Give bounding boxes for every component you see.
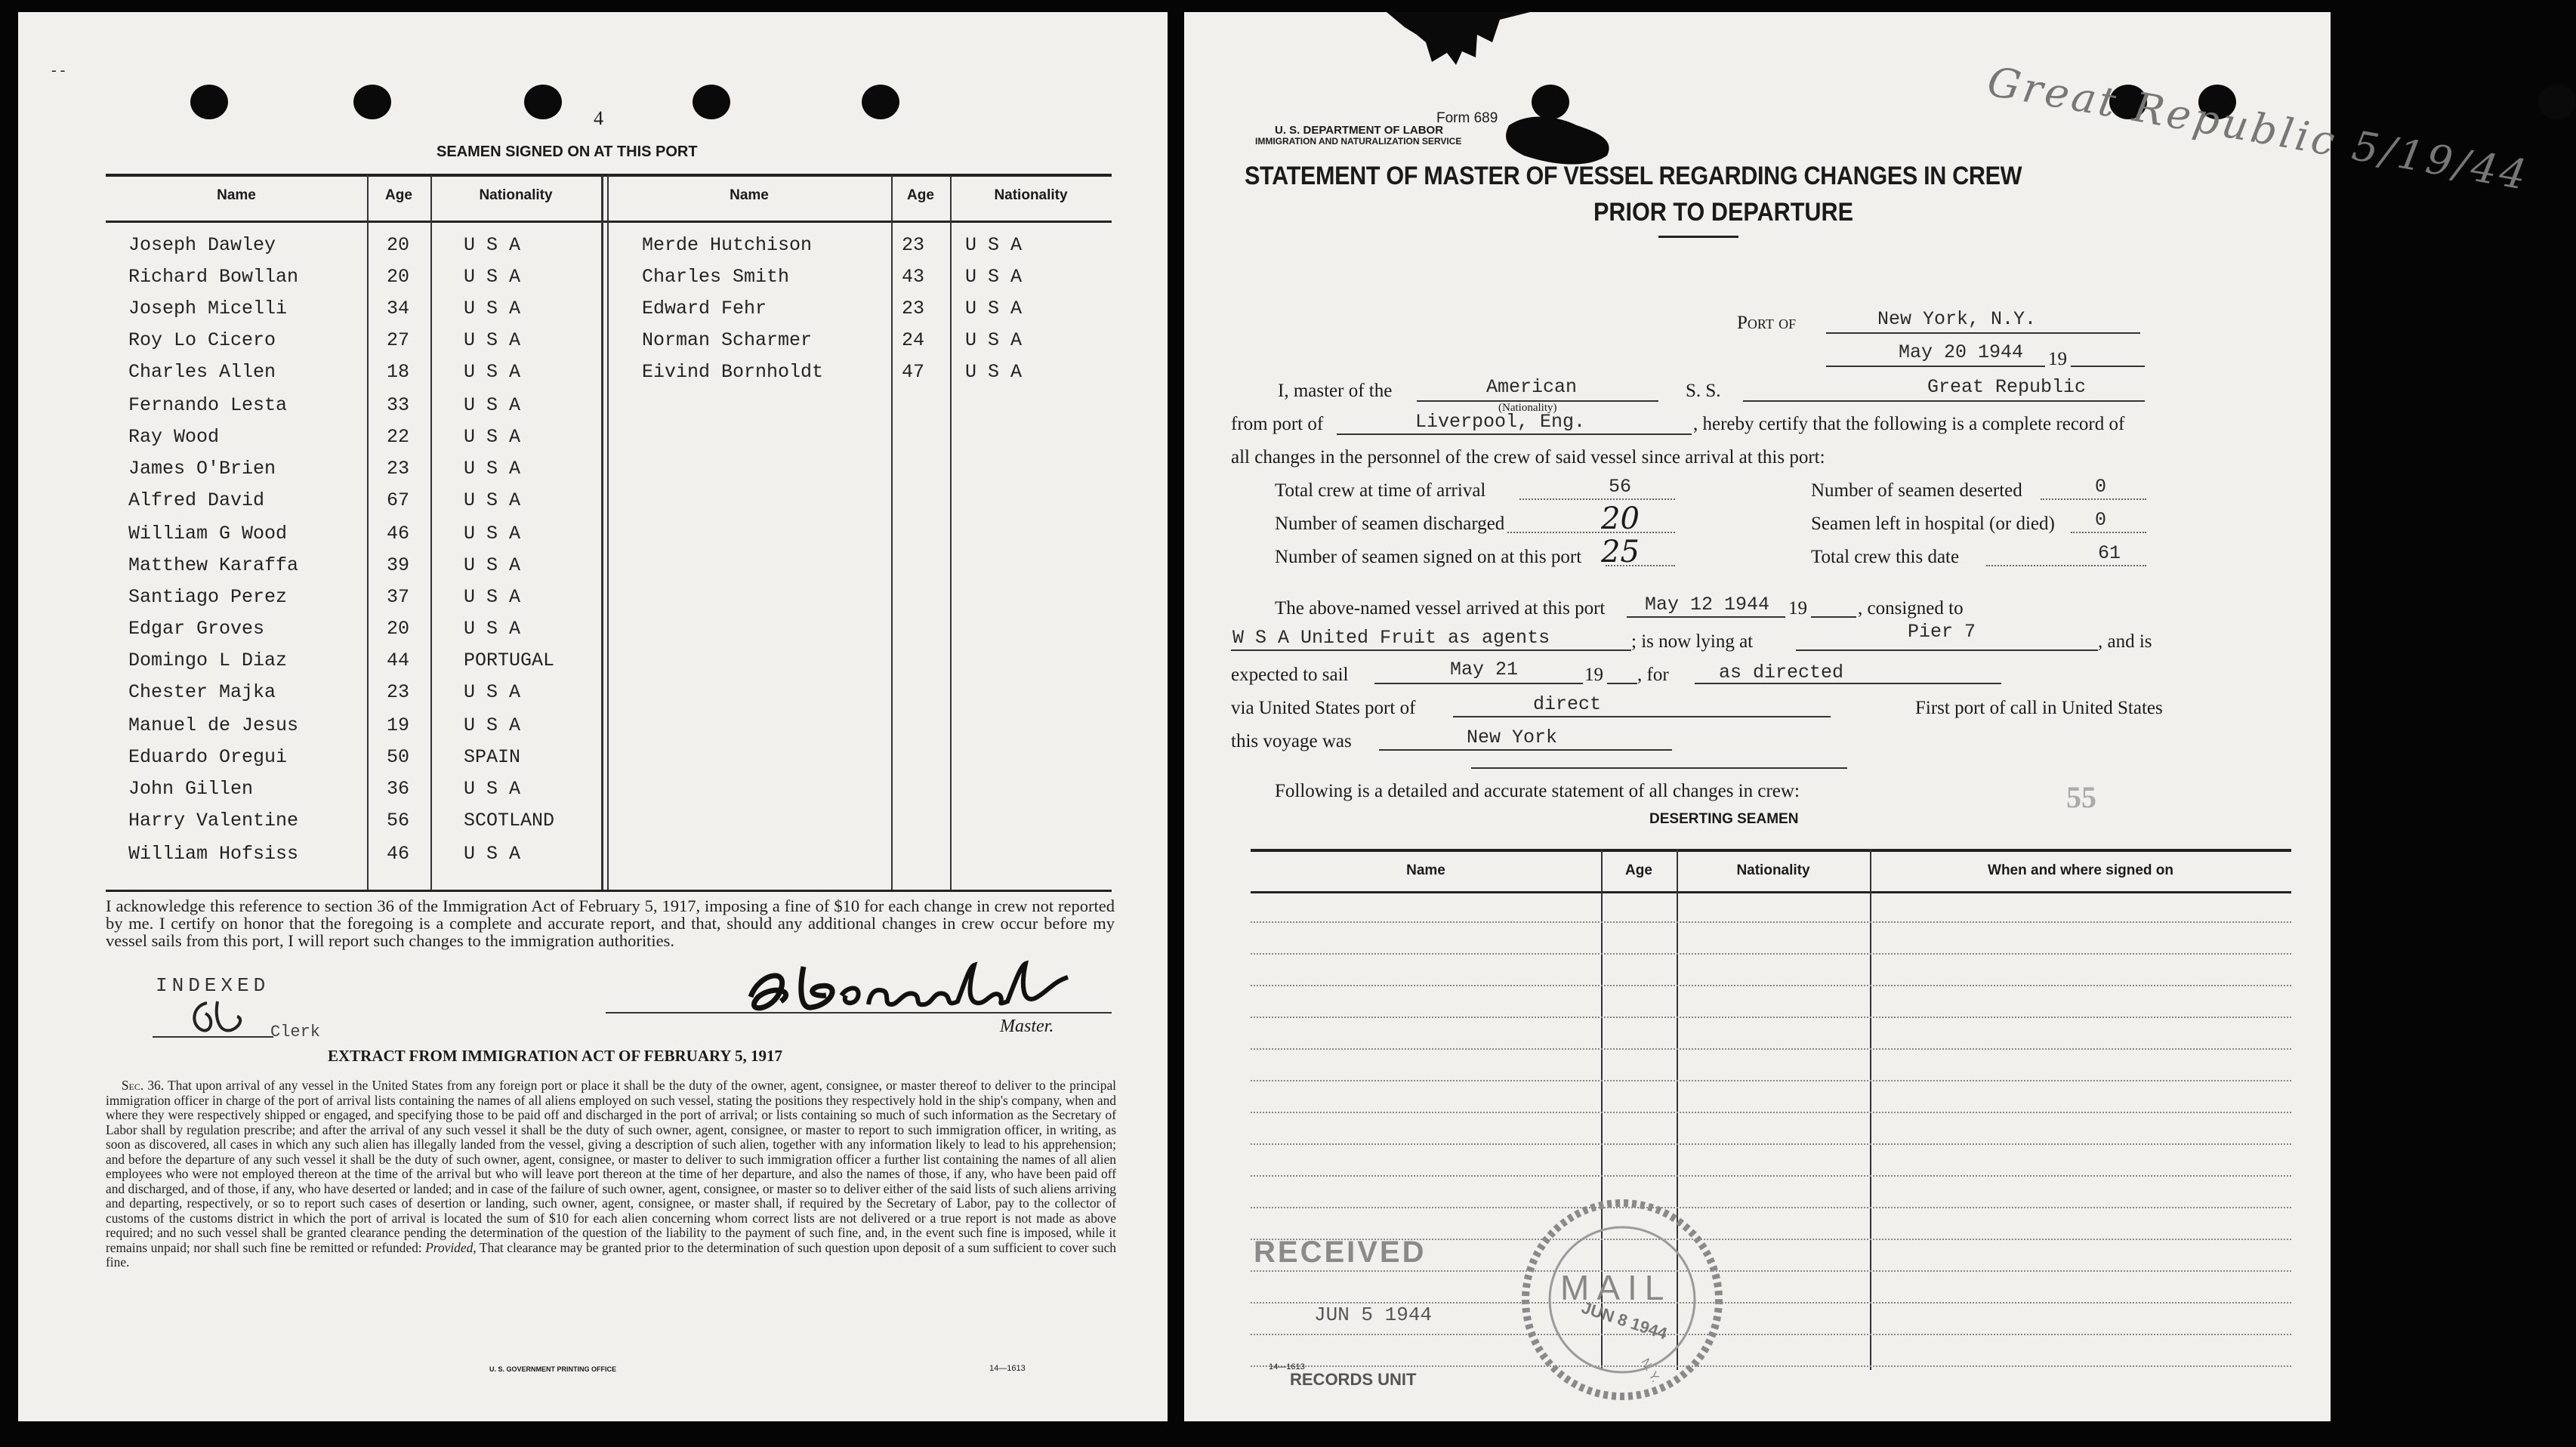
desert-col-age: Age: [1625, 862, 1652, 878]
left-page: [18, 12, 1168, 1421]
crew-nationality: U S A: [464, 489, 521, 511]
arrived-line: [1627, 616, 1785, 618]
desert-row-line: [1251, 953, 2291, 955]
and-is: , and is: [2098, 631, 2152, 652]
extract-tail: That clearance may be granted prior to the determination of such question upon deposit of a sum sufficient to cover such fine.: [106, 1239, 1116, 1270]
desert-col-when-where: When and where signed on: [1988, 862, 2173, 878]
crew-nationality: U S A: [965, 266, 1023, 288]
crew-row: [106, 742, 1112, 773]
desert-col-name: Name: [1406, 862, 1445, 878]
crew-row: [106, 613, 1112, 645]
crew-nationality: U S A: [464, 426, 521, 448]
crew-age: 22: [387, 426, 410, 448]
ship-line: [1743, 400, 2145, 402]
crew-age: 23: [387, 681, 410, 703]
desert-row-line: [1251, 921, 2291, 923]
form-title-line2: PRIOR TO DEPARTURE: [1593, 198, 1853, 227]
crew-age: 23: [902, 234, 925, 256]
date-value: May 20 1944: [1899, 341, 2024, 363]
stat-total-arrival-label: Total crew at time of arrival: [1275, 480, 1486, 501]
date-suffix-line: [2071, 366, 2145, 367]
desert-row-line: [1251, 1334, 2291, 1335]
crew-age: 36: [387, 778, 410, 800]
crew-nationality: SCOTLAND: [464, 810, 555, 831]
crew-age: 24: [902, 329, 925, 351]
lying-line: [1796, 649, 2098, 651]
crew-name: Ray Wood: [128, 426, 220, 448]
crew-nationality: U S A: [464, 554, 521, 576]
form-code-right: 14—1613: [1269, 1362, 1305, 1371]
port-label: Port of: [1737, 313, 1797, 333]
extract-text: That upon arrival of any vessel in the United States from any foreign port or place it shall be the duty of the owner, agent, consignee, or master thereof to deliver to the principal immigration officer in charge of the port of arrival lists containing the names of all aliens employed on such vessel, stating the positions they respectively hold in the ship's company, when and where they were respectively shipped or engaged, and specifying those to be paid off and discharged in the port of arrival; or lists containing so much of such information as the Secretary of Labor shall by regulation prescribe; and after the arrival of any such vessel it shall be the duty of such owner, agent, consignee, or master to report to such immigration officer, in writing, as soon as discovered, all cases in which any such alien has illegally landed from the vessel, giving a description of such alien, together with any information likely to lead to his apprehension; and before the departure of any such vessel it shall be the duty of such owner, agent, consignee, or master to deliver to such immigration officer a further list containing the names of all alien employees who were not employed thereon at the time of the arrival but who will leave port thereon at the time of her departure, and also the names of those, if any, who have been paid off and discharged, and of those, if any, who have deserted or landed; and in case of the failure of such owner, agent, consignee, or master so to deliver either of the said lists of such aliens arriving and departing, respectively, or so to report such cases of desertion or landing, such owner, agent, consignee, or master shall, if required by the Secretary of Labor, pay to the collector of customs of the customs district in which the port of arrival is located the sum of $10 for each alien concerning whom correct lists are not delivered or a true report is not made as above required; and no such vessel shall be granted clearance pending the determination of the question of the liability to the payment of such fine, and, in the event such fine is imposed, while it remains unpaid; nor shall such fine be remitted or refunded:: [106, 1078, 1116, 1255]
crew-name: William Hofsiss: [128, 843, 299, 865]
binder-hole: [862, 85, 899, 119]
crew-row: [106, 645, 1112, 677]
stat-deserted: 0: [2095, 476, 2107, 498]
voyage-line-2: [1471, 767, 1847, 769]
binder-hole: [353, 85, 391, 119]
sail-label: expected to sail: [1231, 665, 1349, 685]
stat-total-arrival: 56: [1609, 476, 1632, 498]
crew-name: William G Wood: [128, 523, 288, 545]
crew-row: [106, 582, 1112, 613]
sail-value: May 21: [1450, 659, 1519, 680]
crew-row: [106, 550, 1112, 582]
crew-name: James O'Brien: [128, 458, 276, 480]
crew-age: 44: [387, 649, 410, 671]
crew-age: 46: [387, 523, 410, 545]
col-header-name: Name: [730, 187, 769, 203]
arrived-19-line: [1811, 616, 1856, 618]
crew-age: 47: [902, 361, 925, 383]
col-header-nationality: Nationality: [479, 187, 553, 203]
crew-table: [106, 160, 1112, 891]
desert-row-line: [1251, 1112, 2291, 1113]
crew-nationality: U S A: [464, 329, 521, 351]
arrived-label: The above-named vessel arrived at this port: [1275, 598, 1606, 619]
binder-hole: [2538, 85, 2576, 119]
consignee-line: [1231, 649, 1631, 651]
for-label: , for: [1637, 665, 1669, 685]
crew-nationality: U S A: [965, 329, 1023, 351]
crew-name: Roy Lo Cicero: [128, 329, 276, 351]
desert-row-line: [1251, 1175, 2291, 1177]
arrived-19: 19: [1788, 598, 1807, 619]
crew-age: 27: [387, 329, 410, 351]
crew-name: Charles Allen: [128, 361, 276, 383]
stat-hospital-label: Seamen left in hospital (or died): [1811, 514, 2055, 534]
date-line: [1826, 366, 2045, 367]
stat-total-date: 61: [2098, 542, 2121, 564]
crew-nationality: U S A: [464, 843, 521, 865]
crew-name: Matthew Karaffa: [128, 554, 299, 576]
col-header-age: Age: [907, 187, 934, 203]
voyage-label: this voyage was: [1231, 731, 1352, 751]
crew-nationality: U S A: [464, 394, 521, 416]
stat-hospital: 0: [2095, 509, 2107, 531]
crew-nationality: U S A: [464, 714, 521, 736]
first-port-label: First port of call in United States: [1915, 698, 2163, 718]
crew-age: 23: [902, 298, 925, 319]
crew-nationality: U S A: [464, 234, 521, 256]
via-line: [1453, 716, 1831, 717]
arrived-value: May 12 1944: [1645, 594, 1770, 616]
crew-name: Joseph Micelli: [128, 298, 288, 319]
crew-age: 20: [387, 618, 410, 640]
crew-age: 50: [387, 746, 410, 768]
crew-nationality: U S A: [464, 361, 521, 383]
deserting-title: DESERTING SEAMEN: [1649, 811, 1799, 827]
sail-19: 19: [1584, 665, 1603, 685]
from-port-line: [1337, 433, 1692, 435]
stat-signed-on: 25: [1601, 535, 1640, 569]
crew-name: Edward Fehr: [642, 298, 767, 319]
mail-stamp-date: JUN 8 1944: [1579, 1297, 1670, 1344]
master-of-label: I, master of the: [1278, 381, 1393, 401]
crew-row: [106, 421, 1112, 453]
col-header-age: Age: [385, 187, 412, 203]
crew-row: [106, 261, 1112, 293]
date-suffix: 19: [2048, 349, 2067, 369]
page-number: 4: [594, 107, 603, 129]
clerk-initials: [184, 995, 252, 1041]
crew-age: 34: [387, 298, 410, 319]
crew-name: Norman Scharmer: [642, 329, 813, 351]
nationality-value: American: [1486, 376, 1578, 398]
following-text: Following is a detailed and accurate statement of all changes in crew:: [1275, 781, 1800, 801]
extract-lead: Sec. 36.: [121, 1078, 165, 1093]
desert-row-line: [1251, 1017, 2291, 1018]
binder-hole: [190, 85, 228, 119]
certify-text: , hereby certify that the following is a complete record of: [1693, 414, 2125, 434]
dept-line2: IMMIGRATION AND NATURALIZATION SERVICE: [1255, 136, 1462, 147]
acknowledgement: [106, 897, 1115, 949]
mail-stamp-city: N. Y.: [1638, 1356, 1662, 1385]
voyage-value: New York: [1467, 727, 1558, 748]
crew-name: Fernando Lesta: [128, 394, 288, 416]
nationality-caption: (Nationality): [1498, 402, 1557, 414]
crew-name: Chester Majka: [128, 681, 276, 703]
crew-age: 19: [387, 714, 410, 736]
received-date: JUN 5 1944: [1314, 1304, 1433, 1326]
crew-name: Richard Bowllan: [128, 266, 299, 288]
desert-row-line: [1251, 1080, 2291, 1081]
crew-age: 33: [387, 394, 410, 416]
ship-name: Great Republic: [1927, 376, 2087, 398]
crew-nationality: U S A: [464, 266, 521, 288]
clerk-line: [153, 1036, 273, 1038]
crew-nationality: U S A: [464, 681, 521, 703]
extract-title: EXTRACT FROM IMMIGRATION ACT OF FEBRUARY 5, 1917: [328, 1047, 783, 1065]
for-value: as directed: [1719, 662, 1844, 683]
crew-nationality: U S A: [464, 586, 521, 608]
dept-line1: U. S. DEPARTMENT OF LABOR: [1275, 124, 1444, 137]
section-title: SEAMEN SIGNED ON AT THIS PORT: [437, 143, 698, 160]
port-value: New York, N.Y.: [1877, 308, 2037, 330]
records-unit: RECORDS UNIT: [1290, 1370, 1417, 1389]
crew-row: [106, 485, 1112, 517]
master-line: [606, 1012, 1112, 1014]
deserting-table: [1251, 849, 2291, 1370]
col-header-nationality: Nationality: [994, 187, 1068, 203]
lying-label: ; is now lying at: [1631, 631, 1754, 652]
form-number: Form 689: [1436, 110, 1498, 126]
printer-imprint: U. S. GOVERNMENT PRINTING OFFICE: [489, 1365, 617, 1373]
stat-signed-on-label: Number of seamen signed on at this port: [1275, 547, 1582, 567]
consignee: W S A United Fruit as agents: [1232, 627, 1550, 649]
clerk-label: Clerk: [270, 1023, 321, 1041]
crew-nationality: U S A: [965, 361, 1023, 383]
col-header-name: Name: [217, 187, 256, 203]
stat-deserted-label: Number of seamen deserted: [1811, 480, 2022, 501]
for-line: [1695, 683, 2001, 684]
crew-name: Alfred David: [128, 489, 265, 511]
title-rule: [1658, 236, 1738, 238]
crew-row: [106, 805, 1112, 837]
sail-line: [1374, 683, 1583, 684]
master-label: Master.: [1000, 1017, 1054, 1036]
desert-row-line: [1251, 1365, 2291, 1367]
crew-name: Eduardo Oregui: [128, 746, 288, 768]
corner-mark: - -: [51, 62, 66, 79]
stat-discharged-label: Number of seamen discharged: [1275, 514, 1505, 534]
crew-age: 43: [902, 266, 925, 288]
crew-name: Eivind Bornholdt: [642, 361, 824, 383]
crew-row: [106, 390, 1112, 421]
desert-row-line: [1251, 1048, 2291, 1050]
from-port-value: Liverpool, Eng.: [1415, 411, 1586, 433]
via-value: direct: [1533, 693, 1602, 715]
crew-name: Santiago Perez: [128, 586, 288, 608]
crew-nationality: U S A: [464, 523, 521, 545]
crew-nationality: PORTUGAL: [464, 649, 555, 671]
crew-row: [106, 453, 1112, 485]
crew-name: Merde Hutchison: [642, 234, 813, 256]
binder-hole: [693, 85, 730, 119]
crew-name: John Gillen: [128, 778, 254, 800]
crew-name: Domingo L Diaz: [128, 649, 288, 671]
crew-name: Edgar Groves: [128, 618, 265, 640]
crew-row: [106, 356, 1112, 388]
crew-row: [106, 838, 1112, 870]
crew-age: 56: [387, 810, 410, 831]
form-code: 14—1613: [989, 1364, 1026, 1373]
crew-age: 67: [387, 489, 410, 511]
crew-age: 37: [387, 586, 410, 608]
extract-body: [106, 1078, 1116, 1270]
crew-nationality: U S A: [464, 618, 521, 640]
crew-name: Charles Smith: [642, 266, 790, 288]
crew-row: [106, 230, 1112, 261]
right-page: [1184, 12, 2533, 1421]
sail-19-line: [1607, 683, 1637, 684]
crew-name: Manuel de Jesus: [128, 714, 299, 736]
crew-row: [106, 518, 1112, 550]
crew-age: 39: [387, 554, 410, 576]
binder-hole: [524, 85, 562, 119]
consigned-label: , consigned to: [1858, 598, 1964, 619]
crew-row: [106, 325, 1112, 356]
master-signature: [736, 952, 1098, 1027]
ss-label: S. S.: [1686, 381, 1721, 401]
stat-total-date-label: Total crew this date: [1811, 547, 1960, 567]
acknowledgement-text: I acknowledge this reference to section 36 of the Immigration Act of February 5, 1917, imposing a fine of $10 for each change in crew not reported by me. I certify on honor that the foregoing is a complete and accurate report, and that, should any additional changes in crew occur before my vessel sails from this port, I will report such changes to the immigration authorities.: [106, 896, 1115, 950]
desert-row-line: [1251, 985, 2291, 986]
all-changes-text: all changes in the personnel of the crew of said vessel since arrival at this port:: [1231, 447, 1825, 467]
crew-age: 46: [387, 843, 410, 865]
mail-stamp-text: MAIL: [1560, 1268, 1672, 1307]
crew-nationality: SPAIN: [464, 746, 521, 768]
crew-nationality: U S A: [965, 234, 1023, 256]
bleed-number: 55: [2066, 780, 2096, 814]
crew-age: 20: [387, 266, 410, 288]
indexed-stamp: INDEXED: [156, 974, 270, 997]
via-label: via United States port of: [1231, 698, 1416, 718]
crew-nationality: U S A: [965, 298, 1023, 319]
crew-name: Harry Valentine: [128, 810, 299, 831]
received-stamp: RECEIVED: [1254, 1236, 1427, 1269]
crew-nationality: U S A: [464, 778, 521, 800]
stat-discharged: 20: [1601, 501, 1640, 536]
desert-col-nationality: Nationality: [1736, 862, 1810, 878]
torn-edge: [1387, 12, 1530, 80]
handwritten-note: Great Republic 5/19/44: [1984, 57, 2533, 200]
desert-row-line: [1251, 1270, 2291, 1272]
lying-value: Pier 7: [1908, 621, 1976, 643]
crew-nationality: U S A: [464, 458, 521, 480]
crew-age: 23: [387, 458, 410, 480]
form-title-line1: STATEMENT OF MASTER OF VESSEL REGARDING CHANGES IN CREW: [1245, 162, 2022, 190]
crew-row: [106, 773, 1112, 805]
extract-proviso: Provided,: [425, 1239, 477, 1255]
crew-row: [106, 677, 1112, 708]
from-port-label: from port of: [1231, 414, 1324, 434]
crew-name: Joseph Dawley: [128, 234, 276, 256]
crew-row: [106, 293, 1112, 325]
crew-row: [106, 710, 1112, 742]
desert-row-line: [1251, 1143, 2291, 1145]
crew-nationality: U S A: [464, 298, 521, 319]
desert-row-line: [1251, 1207, 2291, 1208]
voyage-line: [1379, 749, 1672, 751]
crew-age: 18: [387, 361, 410, 383]
crew-age: 20: [387, 234, 410, 256]
port-line: [1826, 332, 2140, 334]
